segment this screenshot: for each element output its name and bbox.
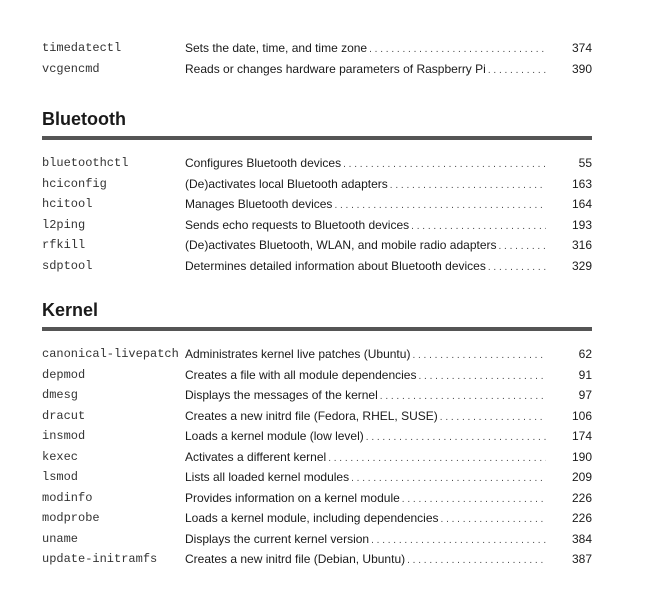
command-name: sdptool bbox=[42, 258, 93, 273]
dot-leader bbox=[441, 510, 546, 531]
page-number: 55 bbox=[578, 156, 592, 170]
section-bluetooth bbox=[42, 109, 592, 276]
page-number: 97 bbox=[578, 388, 592, 402]
page-number: 384 bbox=[571, 531, 592, 546]
command-name: depmod bbox=[42, 367, 86, 382]
page-number: 316 bbox=[571, 238, 592, 252]
list-item bbox=[42, 467, 592, 488]
command-description: Creates a file with all module dependencies bbox=[185, 367, 417, 382]
dot-leader bbox=[390, 176, 546, 197]
command-description: Reads or changes hardware parameters of Raspberry Pi bbox=[185, 61, 486, 76]
page-number: 91 bbox=[578, 367, 592, 382]
page-number: 226 bbox=[571, 490, 592, 505]
command-description: (De)activates local Bluetooth adapters bbox=[185, 176, 388, 191]
list-item bbox=[42, 194, 592, 215]
command-name: rfkill bbox=[42, 238, 86, 252]
command-description: Creates a new initrd file (Debian, Ubuntu) bbox=[185, 552, 406, 566]
command-name: modinfo bbox=[42, 490, 93, 505]
list-item bbox=[42, 426, 592, 447]
dot-leader bbox=[412, 346, 546, 367]
dot-leader bbox=[440, 408, 546, 429]
page-number: 193 bbox=[571, 217, 592, 232]
dot-leader bbox=[334, 196, 546, 217]
command-name: dracut bbox=[42, 408, 86, 423]
command-description: Creates a new initrd file (Fedora, RHEL, SUSE) bbox=[185, 408, 438, 423]
page-number: 209 bbox=[571, 470, 592, 484]
page-number: 174 bbox=[571, 429, 592, 443]
command-description: Configures Bluetooth devices bbox=[185, 156, 342, 170]
list-item bbox=[42, 235, 592, 256]
command-name: kexec bbox=[42, 449, 79, 464]
command-description: Lists all loaded kernel modules bbox=[185, 470, 350, 484]
list-item bbox=[42, 549, 592, 570]
command-name: l2ping bbox=[42, 217, 86, 232]
dot-leader bbox=[343, 155, 546, 176]
command-description: Provides information on a kernel module bbox=[185, 490, 400, 505]
command-description: Loads a kernel module (low level) bbox=[185, 429, 364, 443]
dot-leader bbox=[418, 367, 546, 388]
command-name: insmod bbox=[42, 429, 86, 443]
dot-leader bbox=[369, 40, 546, 61]
list-item bbox=[42, 344, 592, 365]
command-name: vcgencmd bbox=[42, 61, 100, 76]
command-description: Manages Bluetooth devices bbox=[185, 197, 333, 211]
command-description: Displays the current kernel version bbox=[185, 531, 370, 546]
dot-leader bbox=[328, 449, 546, 470]
command-description: Administrates kernel live patches (Ubuntu) bbox=[185, 347, 411, 361]
list-item bbox=[42, 488, 592, 509]
command-description: (De)activates Bluetooth, WLAN, and mobile radio adapters bbox=[185, 238, 497, 252]
section-kernel bbox=[42, 300, 592, 570]
top-list bbox=[42, 38, 592, 79]
command-description: Determines detailed information about Bluetooth devices bbox=[185, 258, 486, 273]
list-item bbox=[42, 365, 592, 386]
dot-leader bbox=[351, 469, 546, 490]
list-item bbox=[42, 153, 592, 174]
command-description: Sets the date, time, and time zone bbox=[185, 41, 368, 55]
page-number: 163 bbox=[571, 176, 592, 191]
dot-leader bbox=[411, 217, 546, 238]
dot-leader bbox=[407, 551, 546, 572]
page-number: 106 bbox=[571, 408, 592, 423]
page-number: 374 bbox=[571, 41, 592, 55]
command-name: update-initramfs bbox=[42, 552, 158, 566]
page-number: 226 bbox=[571, 511, 592, 525]
list-item bbox=[42, 174, 592, 195]
command-name: uname bbox=[42, 531, 79, 546]
list-item bbox=[42, 38, 592, 59]
command-name: canonical-livepatch bbox=[42, 347, 179, 361]
page-number: 62 bbox=[578, 347, 592, 361]
dot-leader bbox=[499, 237, 547, 258]
list-item bbox=[42, 406, 592, 427]
command-description: Displays the messages of the kernel bbox=[185, 388, 378, 402]
index-page bbox=[42, 38, 592, 570]
list-item bbox=[42, 215, 592, 236]
page-number: 329 bbox=[571, 258, 592, 273]
dot-leader bbox=[380, 387, 546, 408]
page-number: 387 bbox=[571, 552, 592, 566]
list-item bbox=[42, 447, 592, 468]
list-item bbox=[42, 508, 592, 529]
dot-leader bbox=[371, 531, 546, 552]
page-number: 190 bbox=[571, 449, 592, 464]
dot-leader bbox=[488, 61, 546, 82]
command-name: timedatectl bbox=[42, 41, 122, 55]
command-name: lsmod bbox=[42, 470, 79, 484]
command-description: Sends echo requests to Bluetooth devices bbox=[185, 217, 410, 232]
command-name: hciconfig bbox=[42, 176, 107, 191]
list-item bbox=[42, 529, 592, 550]
command-name: hcitool bbox=[42, 197, 93, 211]
command-description: Activates a different kernel bbox=[185, 449, 327, 464]
dot-leader bbox=[488, 258, 546, 279]
page-number: 390 bbox=[571, 61, 592, 76]
section-title: Bluetooth bbox=[42, 109, 126, 129]
dot-leader bbox=[366, 428, 546, 449]
dot-leader bbox=[402, 490, 546, 511]
command-name: bluetoothctl bbox=[42, 156, 129, 170]
list-item bbox=[42, 385, 592, 406]
command-description: Loads a kernel module, including dependencies bbox=[185, 511, 439, 525]
command-name: dmesg bbox=[42, 388, 79, 402]
section-title: Kernel bbox=[42, 300, 99, 320]
command-name: modprobe bbox=[42, 511, 100, 525]
list-item bbox=[42, 256, 592, 277]
list-item bbox=[42, 59, 592, 80]
page-number: 164 bbox=[571, 197, 592, 211]
